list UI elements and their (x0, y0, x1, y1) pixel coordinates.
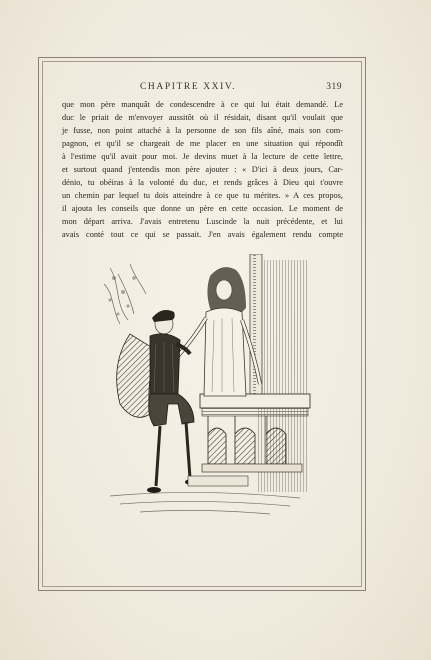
text-line: à l'estime qu'il avait pour moi. Je devins muet à la lecture de cette lettre, (62, 152, 343, 162)
text-line: avais conté tout ce qui se passait. J'en avais également rendu compte (62, 230, 343, 240)
text-line: que mon père manquât de condescendre à ce qui lui était demandé. Le (62, 100, 343, 109)
text-line: dénio, tu obéiras à la volonté du duc, et rends grâces à Dieu qui t'ouvre (62, 178, 343, 188)
text-line: duc le priait de m'envoyer aussitôt où il résidait, disant qu'il voulait que (62, 113, 343, 123)
text-line: un chemin par lequel tu dois atteindre à ce que tu mérites. » A ces propos, (62, 191, 343, 201)
body-text (62, 98, 343, 242)
engraving-illustration (90, 254, 312, 520)
page-number: 319 (326, 82, 342, 92)
text-line: mon départ arriva. J'avais entretenu Luscinde la nuit précédente, et lui (62, 217, 343, 227)
young-man-figure (117, 310, 199, 493)
chapter-title: CHAPITRE XXIV. (140, 82, 237, 92)
text-line: il ajouta les conseils que donne un père en cette occasion. Le moment de (62, 204, 343, 214)
running-header (62, 82, 342, 96)
lady-figure (178, 267, 260, 396)
text-line: pagnon, et qu'il se chargeait de me placer en une situation qui répondît (62, 139, 343, 149)
text-line: je fusse, non point attaché à la personne de son fils aîné, mais son com- (62, 126, 343, 136)
text-line: et surtout quand j'entendis mon père ajouter : « D'ici à deux jours, Car- (62, 165, 343, 175)
